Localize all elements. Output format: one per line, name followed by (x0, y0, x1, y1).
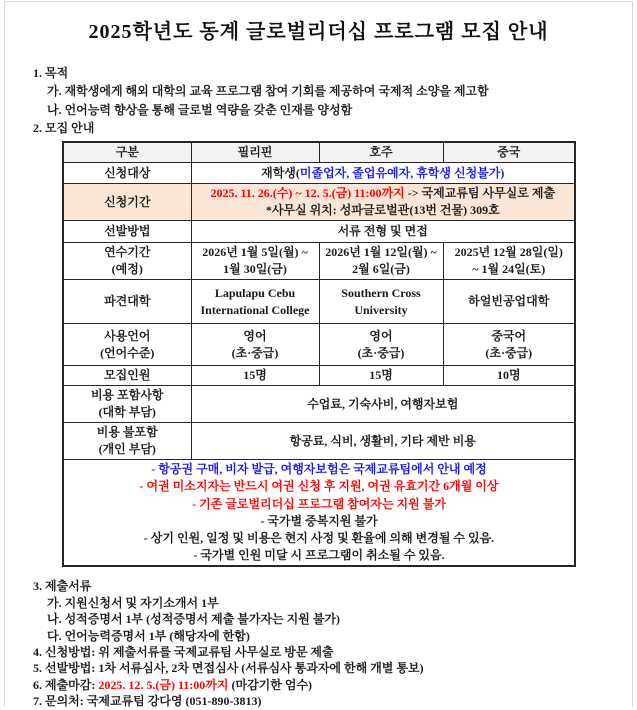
row-duration (63, 243, 575, 280)
document-item-c: 다. 언어능력증명서 1부 (해당자에 한함) (33, 628, 604, 644)
header-china: 중국 (443, 142, 575, 163)
period-line2: *사무실 위치: 성파글로벌관(13번 건물) 309호 (194, 202, 573, 219)
section-footer (33, 578, 604, 709)
table-header-row (63, 142, 575, 163)
recruit-heading: 2. 모집 안내 (33, 119, 604, 137)
contact-line: 7. 문의처: 국제교류팀 강다영 (051-890-3813) (33, 693, 604, 709)
period-submit-to: -> 국제교류팀 사무실로 제출 (405, 186, 555, 200)
document-item-b: 나. 성적증명서 1부 (성적증명서 제출 불가자는 지원 불가) (33, 611, 604, 627)
deadline-line (33, 677, 604, 693)
note-flight-visa: - 항공권 구매, 비자 발급, 여행자보험은 국제교류팀에서 안내 예정 (66, 461, 572, 478)
note-passport: - 여권 미소지자는 반드시 여권 신청 후 지원, 여권 유효기간 6개월 이상 (66, 478, 572, 495)
university-australia: Southern Cross University (319, 280, 443, 324)
table-notes (63, 460, 575, 567)
selection-label: 선발방법 (63, 221, 191, 243)
recruitment-table (62, 141, 576, 568)
header-category: 구분 (63, 142, 191, 163)
university-label: 파견대학 (63, 280, 191, 324)
university-china: 하얼빈공업대학 (443, 280, 575, 324)
row-cost-included (63, 386, 575, 423)
period-label: 신청기간 (63, 184, 191, 221)
cost-excluded-label: 비용 불포함 (개인 부담) (63, 423, 191, 460)
duration-china: 2025년 12월 28일(일) ~ 1월 24일(토) (443, 243, 575, 280)
cost-excluded-value: 항공료, 식비, 생활비, 기타 제반 비용 (191, 423, 575, 460)
target-value-blue: 미졸업자, 졸업유예자, 휴학생 신청불가) (300, 166, 504, 180)
target-value (191, 163, 575, 184)
row-language (63, 324, 575, 366)
note-previous-participants: - 기존 글로벌리더십 프로그램 참여자는 지원 불가 (66, 496, 572, 513)
header-philippines: 필리핀 (191, 142, 319, 163)
selection-value: 서류 전형 및 면접 (191, 221, 575, 243)
capacity-philippines: 15명 (191, 366, 319, 386)
purpose-item-b: 나. 언어능력 향상을 통해 글로벌 역량을 갖춘 인재를 양성함 (33, 101, 604, 119)
row-period (63, 184, 575, 221)
page-title: 2025학년도 동계 글로벌리더십 프로그램 모집 안내 (5, 2, 632, 44)
purpose-heading: 1. 목적 (33, 64, 604, 82)
capacity-australia: 15명 (319, 366, 443, 386)
purpose-item-a: 가. 재학생에게 해외 대학의 교육 프로그램 참여 기회를 제공하여 국제적 소양을 제고함 (33, 82, 604, 100)
note-subject-to-change: - 상기 인원, 일정 및 비용은 현지 사정 및 환율에 의해 변경될 수 있음. (66, 530, 572, 547)
document-body (5, 64, 632, 710)
target-value-black: 재학생( (261, 166, 300, 180)
section-purpose (33, 64, 604, 138)
university-philippines: Lapulapu Cebu International College (191, 280, 319, 324)
capacity-label: 모집인원 (63, 366, 191, 386)
target-label: 신청대상 (63, 163, 191, 184)
row-notes (63, 460, 575, 567)
duration-philippines: 2026년 1월 5일(월) ~ 1월 30일(금) (191, 243, 319, 280)
language-philippines: 영어 (초·중급) (191, 324, 319, 366)
deadline-date: 2025. 12. 5.(금) 11:00까지 (98, 678, 228, 692)
duration-label: 연수기간 (예정) (63, 243, 191, 280)
row-capacity (63, 366, 575, 386)
language-china: 중국어 (초·중급) (443, 324, 575, 366)
row-selection (63, 221, 575, 243)
duration-australia: 2026년 1월 12일(월) ~ 2월 6일(금) (319, 243, 443, 280)
period-value (191, 184, 575, 221)
language-label: 사용언어 (언어수준) (63, 324, 191, 366)
capacity-china: 10명 (443, 366, 575, 386)
cost-included-value: 수업료, 기숙사비, 여행자보험 (191, 386, 575, 423)
selection-method: 5. 선발방법: 1차 서류심사, 2차 면접심사 (서류심사 통과자에 한해 개별 통보) (33, 660, 604, 676)
row-university (63, 280, 575, 324)
header-australia: 호주 (319, 142, 443, 163)
note-cancellation: - 국가별 인원 미달 시 프로그램이 취소될 수 있음. (66, 547, 572, 564)
language-australia: 영어 (초·중급) (319, 324, 443, 366)
cost-included-label: 비용 포함사항 (대학 부담) (63, 386, 191, 423)
row-target (63, 163, 575, 184)
deadline-suffix: (마감기한 엄수) (228, 678, 312, 692)
note-duplicate-application: - 국가별 중복지원 불가 (66, 513, 572, 530)
apply-method: 4. 신청방법: 위 제출서류를 국제교류팀 사무실로 방문 제출 (33, 644, 604, 660)
document-item-a: 가. 지원신청서 및 자기소개서 1부 (33, 595, 604, 611)
period-deadline: 2025. 11. 26.(수) ~ 12. 5.(금) 11:00까지 (210, 186, 404, 200)
documents-heading: 3. 제출서류 (33, 578, 604, 594)
period-line1 (194, 185, 573, 202)
document-page (4, 1, 633, 707)
deadline-prefix: 6. 제출마감: (33, 678, 98, 692)
row-cost-excluded (63, 423, 575, 460)
